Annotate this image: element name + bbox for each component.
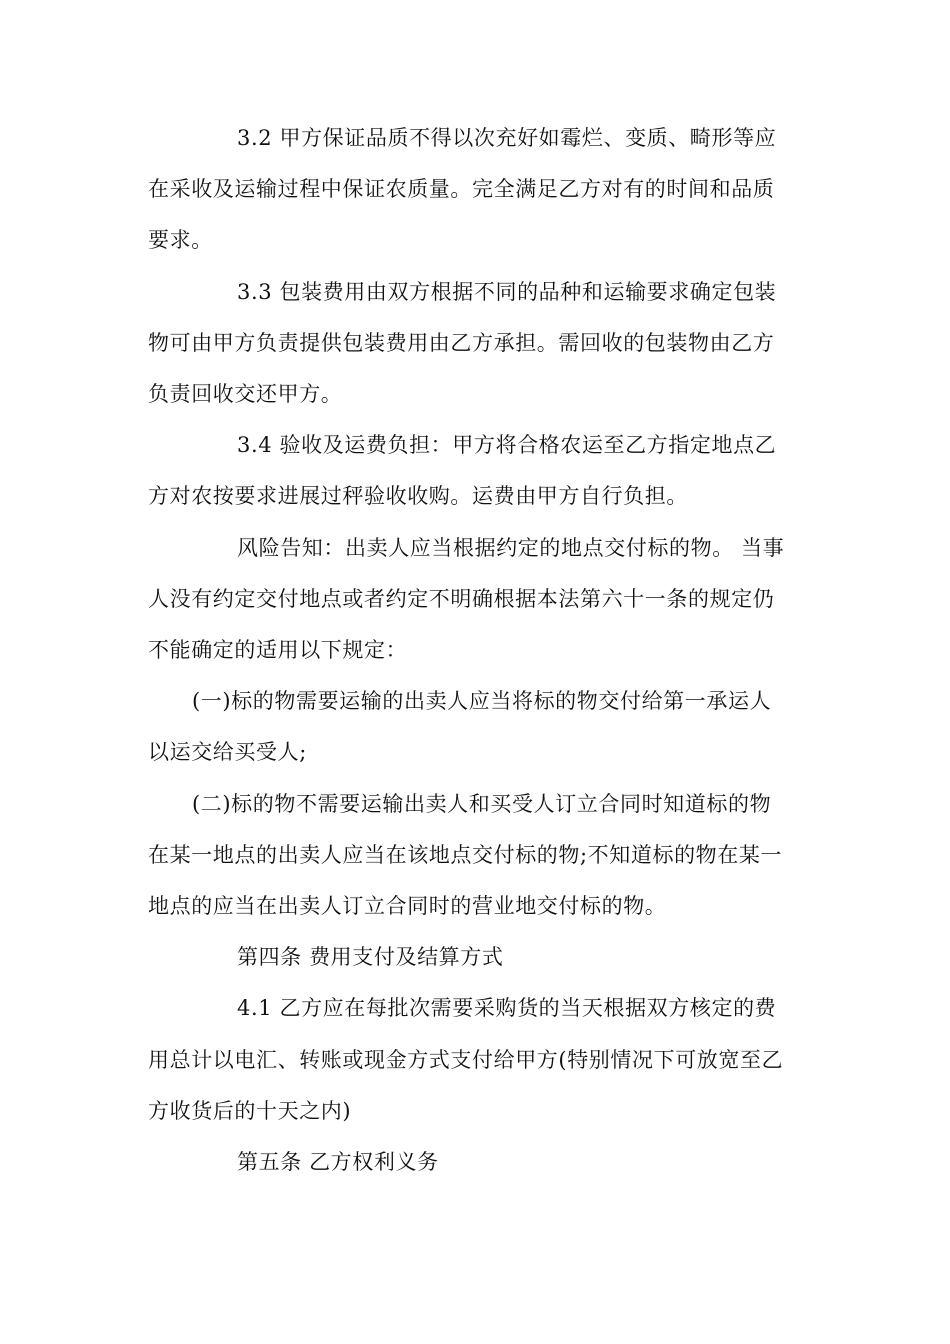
text-line: 3.3 包装费用由双方根据不同的品种和运输要求确定包装 [237, 279, 777, 304]
rule-item-2 [148, 779, 808, 933]
article-5-heading [148, 1137, 808, 1188]
text-line: 人没有约定交付地点或者约定不明确根据本法第六十一条的规定仍 [148, 586, 775, 611]
text-line: 方收货后的十天之内) [148, 1098, 352, 1123]
clause-3-3 [148, 267, 808, 421]
rule-item-1 [148, 676, 808, 778]
section-heading: 第五条 乙方权利义务 [237, 1150, 439, 1175]
text-line: 不能确定的适用以下规定： [148, 638, 408, 663]
text-line: 4.1 乙方应在每批次需要采购货的当天根据双方核定的费 [237, 996, 777, 1021]
section-heading: 第四条 费用支付及结算方式 [237, 945, 504, 970]
text-line: 地点的应当在出卖人订立合同时的营业地交付标的物。 [148, 894, 667, 919]
text-line: 在采收及运输过程中保证农质量。完全满足乙方对有的时间和品质 [148, 177, 775, 202]
risk-notice [148, 523, 808, 677]
text-line: 以运交给买受人; [148, 740, 307, 765]
text-line: 方对农按要求进展过秤验收收购。运费由甲方自行负担。 [148, 484, 688, 509]
clause-3-2 [148, 113, 808, 267]
text-line: 3.4 验收及运费负担：甲方将合格农运至乙方指定地点乙 [237, 433, 777, 458]
text-line: (二)标的物不需要运输出卖人和买受人订立合同时知道标的物 [192, 791, 772, 816]
text-line: 负责回收交还甲方。 [148, 382, 343, 407]
text-line: 风险告知：出卖人应当根据约定的地点交付标的物。 当事 [237, 535, 785, 560]
article-4-heading [148, 932, 808, 983]
text-line: 用总计以电汇、转账或现金方式支付给甲方(特别情况下可放宽至乙 [148, 1047, 784, 1072]
text-line: 在某一地点的出卖人应当在该地点交付标的物;不知道标的物在某一 [148, 842, 783, 867]
text-line: 3.2 甲方保证品质不得以次充好如霉烂、变质、畸形等应 [237, 126, 777, 150]
clause-3-4 [148, 420, 808, 522]
clause-4-1 [148, 983, 808, 1137]
text-line: (一)标的物需要运输的出卖人应当将标的物交付给第一承运人 [192, 689, 772, 714]
document-body [148, 113, 808, 1188]
text-line: 要求。 [148, 228, 213, 253]
text-line: 物可由甲方负责提供包装费用由乙方承担。需回收的包装物由乙方 [148, 330, 775, 355]
